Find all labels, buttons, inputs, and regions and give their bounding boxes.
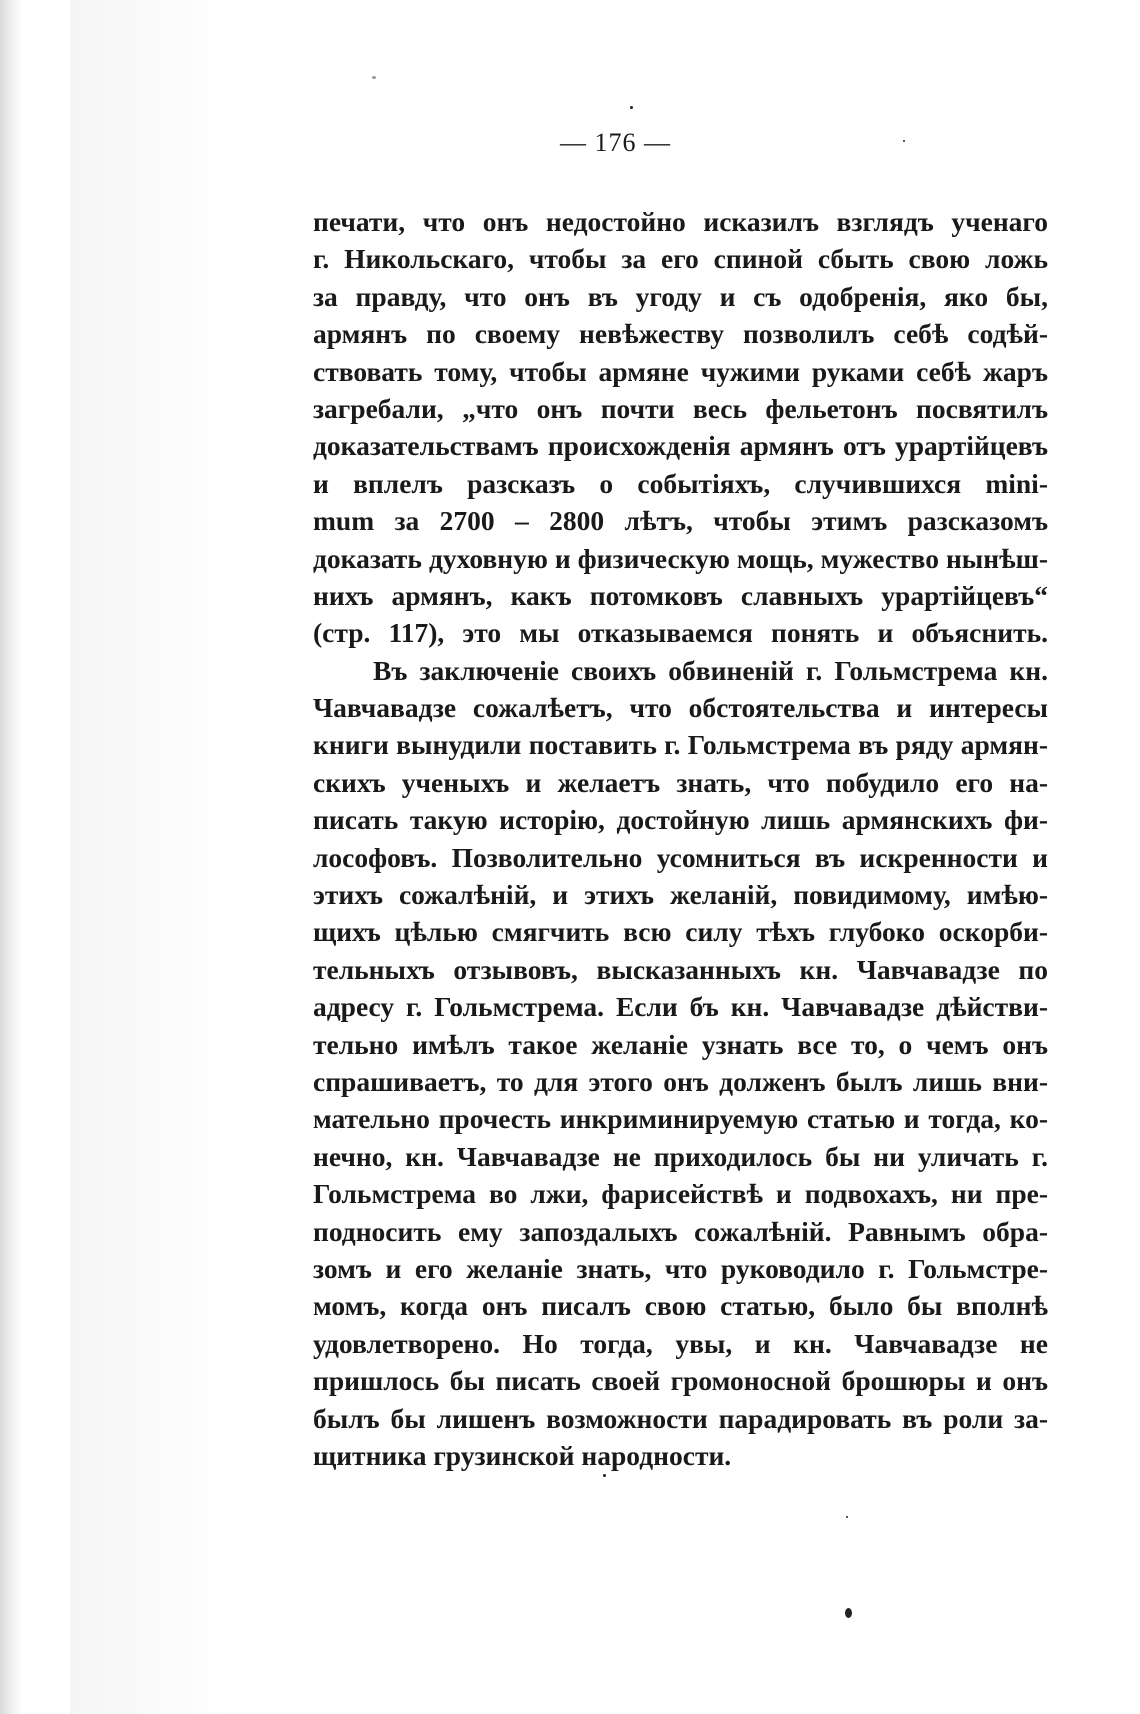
text-line: Чавчавадзе сожалѣетъ, что обстоятельства и интересы: [313, 692, 1048, 724]
text-line: мательно прочесть инкриминируемую статью и тогда, ко-: [313, 1103, 1048, 1135]
paragraph-end-line: щитника грузинской народности.: [313, 1439, 732, 1471]
scan-speck: [630, 106, 633, 109]
text-line: доказательствамъ происхожденія армянъ отъ урартійцевъ: [313, 430, 1048, 462]
page-number: — 176 —: [560, 128, 671, 157]
text-line: былъ бы лишенъ возможности парадировать въ роли за-: [313, 1402, 1048, 1434]
body-text: [313, 203, 1048, 1474]
text-line: момъ, когда онъ писалъ свою статью, было бы вполнѣ: [313, 1290, 1048, 1322]
text-line: зомъ и его желаніе знать, что руководило г. Гольмстре-: [313, 1252, 1048, 1284]
text-line: нечно, кн. Чавчавадзе не приходилось бы ни уличать г.: [313, 1140, 1048, 1172]
text-line: тельно имѣлъ такое желаніе узнать все то, о чемъ онъ: [313, 1028, 1048, 1060]
text-line: печати, что онъ недостойно исказилъ взглядъ ученаго: [313, 206, 1048, 237]
text-line: нихъ армянъ, какъ потомковъ славныхъ урартійцевъ“: [313, 579, 1048, 611]
text-line: книги вынудили поставить г. Гольмстрема въ ряду армян-: [313, 729, 1048, 761]
text-line: загребали, „что онъ почти весь фельетонъ посвятилъ: [313, 392, 1048, 424]
text-line: Гольмстрема во лжи, фарисействѣ и подвохахъ, ни пре-: [313, 1178, 1048, 1210]
text-line: и вплелъ разсказъ о событіяхъ, случившихся mini-: [313, 467, 1048, 499]
text-line: доказать духовную и физическую мощь, мужество нынѣш-: [313, 542, 1048, 574]
scan-speck: [903, 140, 905, 142]
text-line: лософовъ. Позволительно усомниться въ искренности и: [313, 841, 1048, 873]
text-line: ствовать тому, чтобы армяне чужими руками себѣ жаръ: [313, 355, 1048, 387]
text-line: спрашиваетъ, то для этого онъ долженъ былъ лишь вни-: [313, 1065, 1048, 1097]
scan-speck: [603, 1474, 606, 1477]
text-line: этихъ сожалѣній, и этихъ желаній, повидимому, имѣю-: [313, 879, 1048, 911]
text-line: пришлось бы писать своей громоносной брошюры и онъ: [313, 1365, 1048, 1397]
scan-speck: [845, 1608, 852, 1618]
text-line: щихъ цѣлью смягчить всю силу тѣхъ глубоко оскорби-: [313, 916, 1048, 948]
scan-left-edge: [0, 0, 22, 1714]
scan-speck: [846, 1516, 848, 1518]
paragraph-start-line: Въ заключеніе своихъ обвиненій г. Гольмстрема кн.: [373, 654, 1048, 686]
text-line: адресу г. Гольмстрема. Если бъ кн. Чавчавадзе дѣйстви-: [313, 991, 1048, 1023]
text-line: удовлетворено. Но тогда, увы, и кн. Чавчавадзе не: [313, 1327, 1048, 1359]
text-line: армянъ по своему невѣжеству позволилъ себѣ содѣй-: [313, 318, 1048, 350]
scan-speck: [372, 76, 376, 79]
text-line: писать такую исторію, достойную лишь армянскихъ фи-: [313, 804, 1048, 836]
text-line: mum за 2700 – 2800 лѣтъ, чтобы этимъ разсказомъ: [313, 505, 1048, 537]
text-line: скихъ ученыхъ и желаетъ знать, что побудило его на-: [313, 766, 1048, 798]
text-line: подносить ему запоздалыхъ сожалѣній. Равнымъ обра-: [313, 1215, 1048, 1247]
text-line: тельныхъ отзывовъ, высказанныхъ кн. Чавчавадзе по: [313, 953, 1048, 985]
text-line: г. Никольскаго, чтобы за его спиной сбыть свою ложь: [313, 243, 1048, 275]
text-line: за правду, что онъ въ угоду и съ одобренія, яко бы,: [313, 280, 1048, 312]
scan-gutter-shadow: [70, 0, 230, 1714]
text-line: (стр. 117), это мы отказываемся понять и объяснить.: [313, 617, 1048, 649]
